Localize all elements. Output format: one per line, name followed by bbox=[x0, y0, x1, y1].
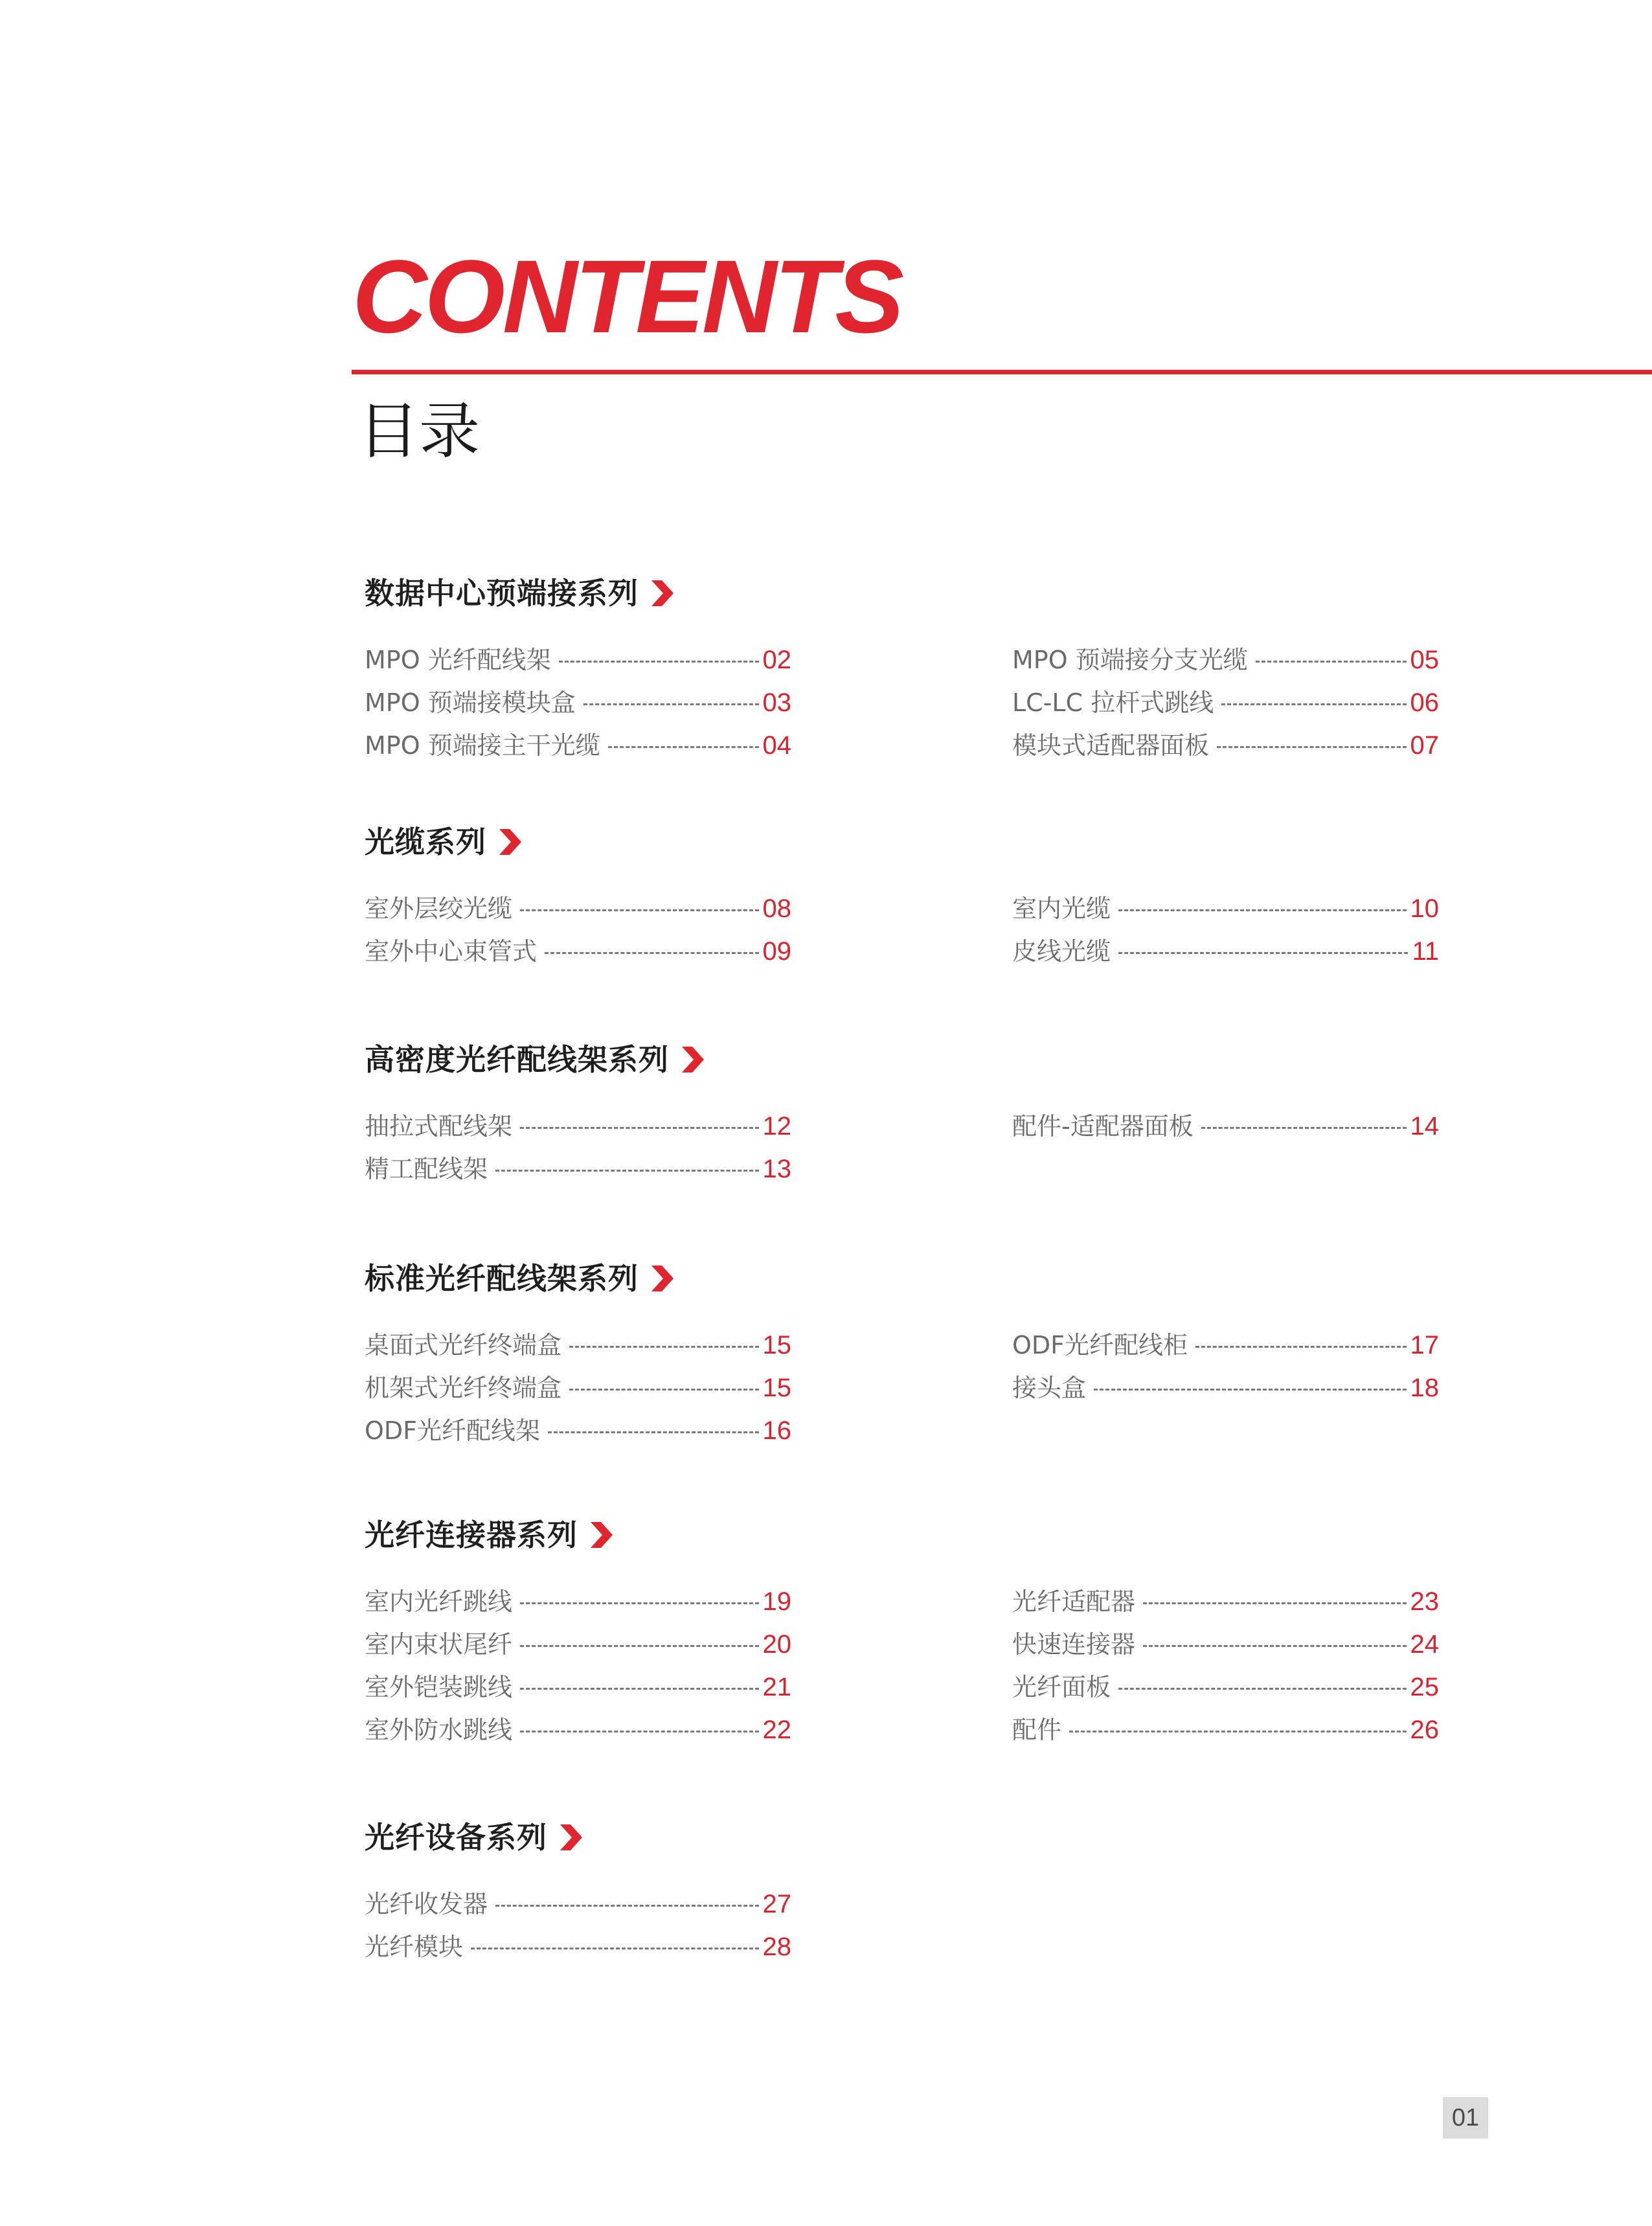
dot-leader bbox=[1069, 1731, 1406, 1732]
entry-label: 接头盒 bbox=[1012, 1374, 1087, 1402]
entry-label: LC-LC 拉杆式跳线 bbox=[1012, 688, 1214, 717]
toc-entry[interactable] bbox=[365, 639, 791, 681]
dot-leader bbox=[1118, 1688, 1406, 1690]
section-optical-cable bbox=[365, 823, 1440, 966]
dot-leader bbox=[1195, 1346, 1406, 1348]
page-number: 01 bbox=[1443, 2097, 1488, 2139]
entry-label: 光纤面板 bbox=[1012, 1673, 1111, 1701]
entry-label: 光纤收发器 bbox=[365, 1890, 488, 1918]
toc-entry[interactable] bbox=[1012, 887, 1439, 930]
section-data-center bbox=[365, 574, 1440, 760]
entry-page: 02 bbox=[762, 646, 791, 674]
toc-entry[interactable] bbox=[365, 1105, 791, 1148]
dot-leader bbox=[495, 1170, 758, 1172]
entry-label: 室外铠装跳线 bbox=[365, 1673, 513, 1701]
toc-entry[interactable] bbox=[365, 681, 791, 724]
toc-entry[interactable] bbox=[1012, 1709, 1439, 1751]
chevron-right-icon bbox=[589, 1522, 614, 1548]
toc-entry[interactable] bbox=[365, 1666, 791, 1709]
chevron-right-icon bbox=[498, 829, 523, 855]
dot-leader bbox=[1094, 1389, 1406, 1391]
toc-entry[interactable] bbox=[1012, 724, 1439, 767]
section-title: 光纤连接器系列 bbox=[365, 1517, 578, 1552]
entry-page: 24 bbox=[1410, 1630, 1439, 1659]
entry-label: 模块式适配器面板 bbox=[1012, 731, 1210, 760]
toc-entry[interactable] bbox=[365, 724, 791, 767]
entry-page: 23 bbox=[1410, 1587, 1439, 1616]
dot-leader bbox=[569, 1346, 758, 1348]
section-title: 高密度光纤配线架系列 bbox=[365, 1042, 669, 1077]
section-fiber-equipment bbox=[365, 1818, 1440, 1961]
entry-label: 室外中心束管式 bbox=[365, 937, 537, 966]
entry-label: 室外防水跳线 bbox=[365, 1716, 513, 1744]
entry-label: 皮线光缆 bbox=[1012, 937, 1111, 966]
entry-label: MPO 预端接模块盒 bbox=[365, 688, 576, 717]
toc-entry[interactable] bbox=[365, 1883, 791, 1925]
dot-leader bbox=[520, 1645, 758, 1647]
entry-label: 机架式光纤终端盒 bbox=[365, 1374, 562, 1402]
entry-page: 25 bbox=[1410, 1673, 1439, 1701]
section-high-density-odf bbox=[365, 1040, 1440, 1183]
dot-leader bbox=[520, 1731, 758, 1732]
entry-page: 15 bbox=[762, 1331, 791, 1359]
toc-entry[interactable] bbox=[365, 1709, 791, 1751]
section-title: 光缆系列 bbox=[365, 824, 486, 859]
entry-page: 28 bbox=[762, 1933, 791, 1961]
title-divider bbox=[352, 370, 1652, 374]
toc-entry[interactable] bbox=[1012, 1367, 1439, 1409]
dot-leader bbox=[545, 952, 758, 954]
entry-label: MPO 光纤配线架 bbox=[365, 646, 551, 674]
entry-page: 10 bbox=[1410, 894, 1439, 923]
contents-title: CONTENTS bbox=[352, 238, 901, 354]
entry-page: 11 bbox=[1412, 937, 1439, 966]
entry-label: 抽拉式配线架 bbox=[365, 1112, 513, 1141]
chevron-right-icon bbox=[650, 1266, 675, 1291]
entry-page: 03 bbox=[762, 688, 791, 717]
dot-leader bbox=[1201, 1127, 1407, 1129]
contents-title-cn: 目录 bbox=[358, 396, 481, 467]
dot-leader bbox=[583, 703, 759, 705]
toc-entry[interactable] bbox=[1012, 1324, 1439, 1367]
entry-label: 室内束状尾纤 bbox=[365, 1630, 513, 1659]
entry-page: 04 bbox=[762, 731, 791, 760]
toc-entry[interactable] bbox=[1012, 1666, 1439, 1709]
entry-label: 光纤模块 bbox=[365, 1933, 464, 1961]
toc-entry[interactable] bbox=[365, 887, 791, 930]
entry-label: 室外层绞光缆 bbox=[365, 894, 513, 923]
toc-entry[interactable] bbox=[365, 1925, 791, 1968]
entry-label: 精工配线架 bbox=[365, 1155, 488, 1183]
toc-entry[interactable] bbox=[365, 1580, 791, 1623]
entry-page: 22 bbox=[762, 1716, 791, 1744]
entry-page: 19 bbox=[762, 1587, 791, 1616]
dot-leader bbox=[1143, 1602, 1406, 1604]
entry-page: 20 bbox=[762, 1630, 791, 1659]
dot-leader bbox=[520, 1602, 758, 1604]
section-standard-odf bbox=[365, 1259, 1440, 1445]
chevron-right-icon bbox=[650, 580, 675, 606]
toc-entry[interactable] bbox=[365, 1409, 791, 1452]
section-title: 光纤设备系列 bbox=[365, 1820, 547, 1855]
entry-page: 12 bbox=[762, 1112, 791, 1141]
entry-page: 27 bbox=[762, 1890, 791, 1918]
entry-page: 08 bbox=[762, 894, 791, 923]
entry-label: 配件 bbox=[1012, 1716, 1062, 1744]
entry-page: 06 bbox=[1410, 688, 1439, 717]
entry-label: MPO 预端接分支光缆 bbox=[1012, 646, 1248, 674]
entry-label: 桌面式光纤终端盒 bbox=[365, 1331, 562, 1359]
dot-leader bbox=[1217, 746, 1406, 748]
toc-entry[interactable] bbox=[1012, 639, 1439, 681]
section-fiber-connector bbox=[365, 1516, 1440, 1744]
dot-leader bbox=[569, 1389, 758, 1391]
toc-entry[interactable] bbox=[365, 1623, 791, 1666]
section-title: 数据中心预端接系列 bbox=[365, 576, 639, 611]
toc-entry[interactable] bbox=[1012, 1580, 1439, 1623]
dot-leader bbox=[471, 1948, 758, 1949]
toc-entry[interactable] bbox=[1012, 930, 1439, 973]
entry-page: 18 bbox=[1410, 1374, 1439, 1402]
entry-label: ODF光纤配线柜 bbox=[1012, 1331, 1188, 1359]
dot-leader bbox=[520, 1688, 758, 1690]
toc-entry[interactable] bbox=[1012, 1623, 1439, 1666]
toc-entry[interactable] bbox=[365, 1324, 791, 1367]
entry-page: 16 bbox=[762, 1416, 791, 1445]
chevron-right-icon bbox=[681, 1047, 705, 1073]
entry-page: 07 bbox=[1410, 731, 1439, 760]
dot-leader bbox=[520, 1127, 758, 1129]
dot-leader bbox=[548, 1431, 758, 1433]
entry-label: MPO 预端接主干光缆 bbox=[365, 731, 600, 760]
dot-leader bbox=[1143, 1645, 1406, 1647]
dot-leader bbox=[1118, 952, 1408, 954]
entry-label: ODF光纤配线架 bbox=[365, 1416, 541, 1445]
dot-leader bbox=[1118, 909, 1406, 911]
toc-entry[interactable] bbox=[365, 1367, 791, 1409]
entry-page: 15 bbox=[762, 1374, 791, 1402]
dot-leader bbox=[520, 909, 758, 911]
toc-entry[interactable] bbox=[365, 930, 791, 973]
toc-entry[interactable] bbox=[365, 1148, 791, 1190]
dot-leader bbox=[559, 661, 759, 663]
dot-leader bbox=[608, 746, 759, 748]
entry-label: 光纤适配器 bbox=[1012, 1587, 1136, 1616]
entry-label: 配件-适配器面板 bbox=[1012, 1112, 1194, 1141]
entry-label: 室内光缆 bbox=[1012, 894, 1111, 923]
toc-entry[interactable] bbox=[1012, 681, 1439, 724]
dot-leader bbox=[1256, 661, 1407, 663]
dot-leader bbox=[495, 1905, 758, 1907]
entry-label: 快速连接器 bbox=[1012, 1630, 1136, 1659]
entry-page: 17 bbox=[1410, 1331, 1439, 1359]
entry-page: 05 bbox=[1410, 646, 1439, 674]
dot-leader bbox=[1221, 703, 1406, 705]
entry-page: 26 bbox=[1410, 1716, 1439, 1744]
entry-page: 14 bbox=[1410, 1112, 1439, 1141]
chevron-right-icon bbox=[559, 1824, 583, 1850]
entry-page: 21 bbox=[762, 1673, 791, 1701]
toc-entry[interactable] bbox=[1012, 1105, 1439, 1148]
section-title: 标准光纤配线架系列 bbox=[365, 1261, 639, 1296]
entry-page: 13 bbox=[762, 1155, 791, 1183]
entry-page: 09 bbox=[762, 937, 791, 966]
entry-label: 室内光纤跳线 bbox=[365, 1587, 513, 1616]
